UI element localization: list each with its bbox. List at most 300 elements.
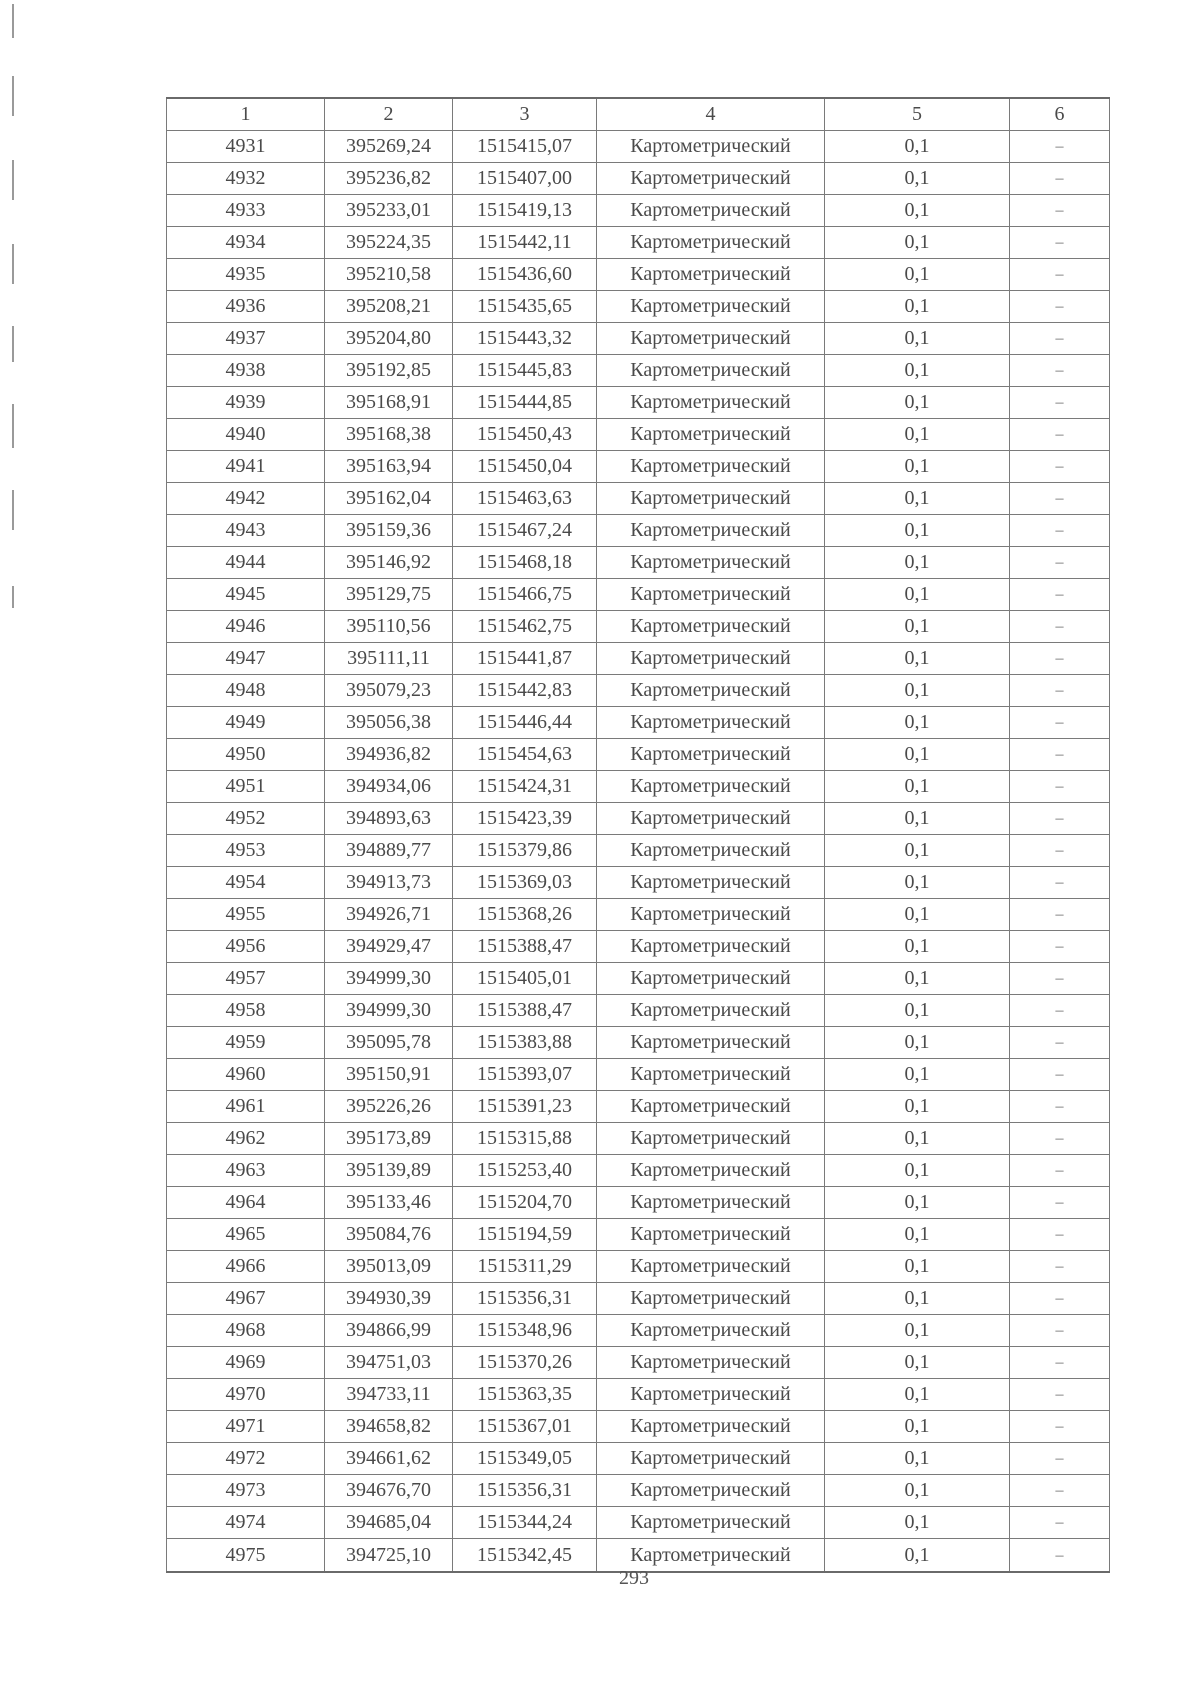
y-coordinate-cell: 1515388,47 <box>453 995 597 1027</box>
x-coordinate-cell: 395236,82 <box>325 163 453 195</box>
method-cell: Картометрический <box>597 1059 825 1091</box>
table-row <box>167 931 1110 963</box>
y-coordinate-cell: 1515446,44 <box>453 707 597 739</box>
y-coordinate-cell: 1515348,96 <box>453 1315 597 1347</box>
table-row <box>167 1059 1110 1091</box>
y-coordinate-cell: 1515454,63 <box>453 739 597 771</box>
y-coordinate-cell: 1515388,47 <box>453 931 597 963</box>
table-row <box>167 1155 1110 1187</box>
method-cell: Картометрический <box>597 1507 825 1539</box>
method-cell: Картометрический <box>597 835 825 867</box>
scan-mark <box>12 244 14 284</box>
y-coordinate-cell: 1515424,31 <box>453 771 597 803</box>
note-cell: – <box>1010 1507 1110 1539</box>
x-coordinate-cell: 394661,62 <box>325 1443 453 1475</box>
table-body <box>167 131 1110 1573</box>
table-row <box>167 899 1110 931</box>
note-cell: – <box>1010 771 1110 803</box>
table-row <box>167 675 1110 707</box>
x-coordinate-cell: 395226,26 <box>325 1091 453 1123</box>
table-row <box>167 1347 1110 1379</box>
header-row <box>167 98 1110 131</box>
x-coordinate-cell: 394999,30 <box>325 963 453 995</box>
note-cell: – <box>1010 355 1110 387</box>
column-header: 1 <box>167 98 325 131</box>
method-cell: Картометрический <box>597 1475 825 1507</box>
accuracy-cell: 0,1 <box>825 1315 1010 1347</box>
x-coordinate-cell: 395139,89 <box>325 1155 453 1187</box>
point-number-cell: 4973 <box>167 1475 325 1507</box>
note-cell: – <box>1010 131 1110 163</box>
x-coordinate-cell: 394866,99 <box>325 1315 453 1347</box>
y-coordinate-cell: 1515311,29 <box>453 1251 597 1283</box>
accuracy-cell: 0,1 <box>825 675 1010 707</box>
method-cell: Картометрический <box>597 227 825 259</box>
accuracy-cell: 0,1 <box>825 163 1010 195</box>
point-number-cell: 4949 <box>167 707 325 739</box>
accuracy-cell: 0,1 <box>825 323 1010 355</box>
table-row <box>167 227 1110 259</box>
y-coordinate-cell: 1515379,86 <box>453 835 597 867</box>
accuracy-cell: 0,1 <box>825 1539 1010 1573</box>
table-row <box>167 643 1110 675</box>
accuracy-cell: 0,1 <box>825 643 1010 675</box>
y-coordinate-cell: 1515356,31 <box>453 1283 597 1315</box>
note-cell: – <box>1010 547 1110 579</box>
point-number-cell: 4967 <box>167 1283 325 1315</box>
table-row <box>167 1379 1110 1411</box>
table-row <box>167 1315 1110 1347</box>
x-coordinate-cell: 395129,75 <box>325 579 453 611</box>
note-cell: – <box>1010 931 1110 963</box>
accuracy-cell: 0,1 <box>825 227 1010 259</box>
point-number-cell: 4940 <box>167 419 325 451</box>
table-row <box>167 1091 1110 1123</box>
point-number-cell: 4954 <box>167 867 325 899</box>
y-coordinate-cell: 1515367,01 <box>453 1411 597 1443</box>
y-coordinate-cell: 1515462,75 <box>453 611 597 643</box>
accuracy-cell: 0,1 <box>825 131 1010 163</box>
method-cell: Картометрический <box>597 419 825 451</box>
y-coordinate-cell: 1515442,83 <box>453 675 597 707</box>
accuracy-cell: 0,1 <box>825 1091 1010 1123</box>
point-number-cell: 4965 <box>167 1219 325 1251</box>
point-number-cell: 4962 <box>167 1123 325 1155</box>
method-cell: Картометрический <box>597 995 825 1027</box>
x-coordinate-cell: 395146,92 <box>325 547 453 579</box>
point-number-cell: 4945 <box>167 579 325 611</box>
method-cell: Картометрический <box>597 1251 825 1283</box>
y-coordinate-cell: 1515435,65 <box>453 291 597 323</box>
y-coordinate-cell: 1515370,26 <box>453 1347 597 1379</box>
point-number-cell: 4948 <box>167 675 325 707</box>
y-coordinate-cell: 1515383,88 <box>453 1027 597 1059</box>
point-number-cell: 4971 <box>167 1411 325 1443</box>
x-coordinate-cell: 394936,82 <box>325 739 453 771</box>
x-coordinate-cell: 395084,76 <box>325 1219 453 1251</box>
x-coordinate-cell: 395168,91 <box>325 387 453 419</box>
point-number-cell: 4932 <box>167 163 325 195</box>
method-cell: Картометрический <box>597 1123 825 1155</box>
note-cell: – <box>1010 1155 1110 1187</box>
note-cell: – <box>1010 1027 1110 1059</box>
point-number-cell: 4958 <box>167 995 325 1027</box>
y-coordinate-cell: 1515444,85 <box>453 387 597 419</box>
point-number-cell: 4931 <box>167 131 325 163</box>
accuracy-cell: 0,1 <box>825 707 1010 739</box>
table-row <box>167 739 1110 771</box>
note-cell: – <box>1010 1379 1110 1411</box>
point-number-cell: 4937 <box>167 323 325 355</box>
x-coordinate-cell: 394751,03 <box>325 1347 453 1379</box>
x-coordinate-cell: 394926,71 <box>325 899 453 931</box>
table-row <box>167 1219 1110 1251</box>
accuracy-cell: 0,1 <box>825 291 1010 323</box>
x-coordinate-cell: 395204,80 <box>325 323 453 355</box>
table-row <box>167 323 1110 355</box>
method-cell: Картометрический <box>597 1091 825 1123</box>
note-cell: – <box>1010 163 1110 195</box>
x-coordinate-cell: 395095,78 <box>325 1027 453 1059</box>
x-coordinate-cell: 395056,38 <box>325 707 453 739</box>
x-coordinate-cell: 395079,23 <box>325 675 453 707</box>
accuracy-cell: 0,1 <box>825 1123 1010 1155</box>
point-number-cell: 4955 <box>167 899 325 931</box>
y-coordinate-cell: 1515194,59 <box>453 1219 597 1251</box>
method-cell: Картометрический <box>597 1187 825 1219</box>
accuracy-cell: 0,1 <box>825 259 1010 291</box>
x-coordinate-cell: 394913,73 <box>325 867 453 899</box>
note-cell: – <box>1010 419 1110 451</box>
accuracy-cell: 0,1 <box>825 483 1010 515</box>
column-header: 6 <box>1010 98 1110 131</box>
scan-mark <box>12 76 14 116</box>
accuracy-cell: 0,1 <box>825 963 1010 995</box>
method-cell: Картометрический <box>597 675 825 707</box>
note-cell: – <box>1010 1283 1110 1315</box>
y-coordinate-cell: 1515450,04 <box>453 451 597 483</box>
note-cell: – <box>1010 1059 1110 1091</box>
note-cell: – <box>1010 707 1110 739</box>
accuracy-cell: 0,1 <box>825 1347 1010 1379</box>
table-row <box>167 483 1110 515</box>
accuracy-cell: 0,1 <box>825 739 1010 771</box>
x-coordinate-cell: 394733,11 <box>325 1379 453 1411</box>
x-coordinate-cell: 394934,06 <box>325 771 453 803</box>
note-cell: – <box>1010 1315 1110 1347</box>
x-coordinate-cell: 394893,63 <box>325 803 453 835</box>
method-cell: Картометрический <box>597 963 825 995</box>
accuracy-cell: 0,1 <box>825 1283 1010 1315</box>
table-row <box>167 259 1110 291</box>
x-coordinate-cell: 395013,09 <box>325 1251 453 1283</box>
scan-mark <box>12 326 14 362</box>
y-coordinate-cell: 1515441,87 <box>453 643 597 675</box>
accuracy-cell: 0,1 <box>825 835 1010 867</box>
method-cell: Картометрический <box>597 931 825 963</box>
note-cell: – <box>1010 675 1110 707</box>
note-cell: – <box>1010 387 1110 419</box>
accuracy-cell: 0,1 <box>825 1475 1010 1507</box>
note-cell: – <box>1010 291 1110 323</box>
x-coordinate-cell: 394929,47 <box>325 931 453 963</box>
point-number-cell: 4972 <box>167 1443 325 1475</box>
point-number-cell: 4959 <box>167 1027 325 1059</box>
point-number-cell: 4946 <box>167 611 325 643</box>
y-coordinate-cell: 1515368,26 <box>453 899 597 931</box>
accuracy-cell: 0,1 <box>825 1027 1010 1059</box>
x-coordinate-cell: 395150,91 <box>325 1059 453 1091</box>
accuracy-cell: 0,1 <box>825 451 1010 483</box>
column-header: 4 <box>597 98 825 131</box>
y-coordinate-cell: 1515349,05 <box>453 1443 597 1475</box>
y-coordinate-cell: 1515342,45 <box>453 1539 597 1573</box>
note-cell: – <box>1010 867 1110 899</box>
y-coordinate-cell: 1515344,24 <box>453 1507 597 1539</box>
note-cell: – <box>1010 483 1110 515</box>
x-coordinate-cell: 395173,89 <box>325 1123 453 1155</box>
accuracy-cell: 0,1 <box>825 1443 1010 1475</box>
method-cell: Картометрический <box>597 1539 825 1573</box>
method-cell: Картометрический <box>597 1443 825 1475</box>
method-cell: Картометрический <box>597 483 825 515</box>
accuracy-cell: 0,1 <box>825 867 1010 899</box>
table-row <box>167 1443 1110 1475</box>
note-cell: – <box>1010 899 1110 931</box>
y-coordinate-cell: 1515315,88 <box>453 1123 597 1155</box>
point-number-cell: 4951 <box>167 771 325 803</box>
column-header: 2 <box>325 98 453 131</box>
note-cell: – <box>1010 227 1110 259</box>
point-number-cell: 4942 <box>167 483 325 515</box>
method-cell: Картометрический <box>597 1155 825 1187</box>
y-coordinate-cell: 1515407,00 <box>453 163 597 195</box>
note-cell: – <box>1010 1475 1110 1507</box>
y-coordinate-cell: 1515423,39 <box>453 803 597 835</box>
table-row <box>167 195 1110 227</box>
note-cell: – <box>1010 1091 1110 1123</box>
method-cell: Картометрический <box>597 355 825 387</box>
accuracy-cell: 0,1 <box>825 1251 1010 1283</box>
x-coordinate-cell: 394676,70 <box>325 1475 453 1507</box>
method-cell: Картометрический <box>597 643 825 675</box>
table-row <box>167 1123 1110 1155</box>
x-coordinate-cell: 395163,94 <box>325 451 453 483</box>
method-cell: Картометрический <box>597 771 825 803</box>
point-number-cell: 4960 <box>167 1059 325 1091</box>
y-coordinate-cell: 1515391,23 <box>453 1091 597 1123</box>
method-cell: Картометрический <box>597 1347 825 1379</box>
method-cell: Картометрический <box>597 1283 825 1315</box>
point-number-cell: 4943 <box>167 515 325 547</box>
table-row <box>167 835 1110 867</box>
table-row <box>167 1507 1110 1539</box>
method-cell: Картометрический <box>597 1315 825 1347</box>
accuracy-cell: 0,1 <box>825 1155 1010 1187</box>
point-number-cell: 4975 <box>167 1539 325 1573</box>
x-coordinate-cell: 394999,30 <box>325 995 453 1027</box>
note-cell: – <box>1010 451 1110 483</box>
point-number-cell: 4956 <box>167 931 325 963</box>
point-number-cell: 4939 <box>167 387 325 419</box>
x-coordinate-cell: 395208,21 <box>325 291 453 323</box>
method-cell: Картометрический <box>597 451 825 483</box>
table-row <box>167 707 1110 739</box>
method-cell: Картометрический <box>597 195 825 227</box>
y-coordinate-cell: 1515450,43 <box>453 419 597 451</box>
x-coordinate-cell: 395111,11 <box>325 643 453 675</box>
note-cell: – <box>1010 579 1110 611</box>
accuracy-cell: 0,1 <box>825 899 1010 931</box>
scan-mark <box>12 160 14 200</box>
accuracy-cell: 0,1 <box>825 771 1010 803</box>
table-row <box>167 163 1110 195</box>
table-header <box>167 98 1110 131</box>
column-header: 5 <box>825 98 1010 131</box>
y-coordinate-cell: 1515445,83 <box>453 355 597 387</box>
point-number-cell: 4953 <box>167 835 325 867</box>
note-cell: – <box>1010 835 1110 867</box>
note-cell: – <box>1010 1187 1110 1219</box>
accuracy-cell: 0,1 <box>825 1379 1010 1411</box>
x-coordinate-cell: 395224,35 <box>325 227 453 259</box>
x-coordinate-cell: 394725,10 <box>325 1539 453 1573</box>
point-number-cell: 4936 <box>167 291 325 323</box>
note-cell: – <box>1010 739 1110 771</box>
table-row <box>167 995 1110 1027</box>
x-coordinate-cell: 395269,24 <box>325 131 453 163</box>
method-cell: Картометрический <box>597 163 825 195</box>
y-coordinate-cell: 1515253,40 <box>453 1155 597 1187</box>
method-cell: Картометрический <box>597 291 825 323</box>
y-coordinate-cell: 1515369,03 <box>453 867 597 899</box>
point-number-cell: 4968 <box>167 1315 325 1347</box>
x-coordinate-cell: 394658,82 <box>325 1411 453 1443</box>
method-cell: Картометрический <box>597 611 825 643</box>
x-coordinate-cell: 395159,36 <box>325 515 453 547</box>
table-row <box>167 867 1110 899</box>
table-row <box>167 547 1110 579</box>
point-number-cell: 4938 <box>167 355 325 387</box>
point-number-cell: 4964 <box>167 1187 325 1219</box>
point-number-cell: 4941 <box>167 451 325 483</box>
accuracy-cell: 0,1 <box>825 387 1010 419</box>
y-coordinate-cell: 1515436,60 <box>453 259 597 291</box>
note-cell: – <box>1010 1411 1110 1443</box>
method-cell: Картометрический <box>597 707 825 739</box>
note-cell: – <box>1010 643 1110 675</box>
point-number-cell: 4944 <box>167 547 325 579</box>
x-coordinate-cell: 394930,39 <box>325 1283 453 1315</box>
y-coordinate-cell: 1515363,35 <box>453 1379 597 1411</box>
table-row <box>167 1027 1110 1059</box>
accuracy-cell: 0,1 <box>825 1219 1010 1251</box>
table-row <box>167 291 1110 323</box>
table-row <box>167 963 1110 995</box>
accuracy-cell: 0,1 <box>825 1187 1010 1219</box>
method-cell: Картометрический <box>597 259 825 291</box>
column-header: 3 <box>453 98 597 131</box>
method-cell: Картометрический <box>597 1027 825 1059</box>
method-cell: Картометрический <box>597 323 825 355</box>
method-cell: Картометрический <box>597 803 825 835</box>
method-cell: Картометрический <box>597 899 825 931</box>
table-row <box>167 451 1110 483</box>
x-coordinate-cell: 394685,04 <box>325 1507 453 1539</box>
table-row <box>167 1283 1110 1315</box>
x-coordinate-cell: 395210,58 <box>325 259 453 291</box>
table-row <box>167 579 1110 611</box>
y-coordinate-cell: 1515463,63 <box>453 483 597 515</box>
point-number-cell: 4969 <box>167 1347 325 1379</box>
note-cell: – <box>1010 1123 1110 1155</box>
accuracy-cell: 0,1 <box>825 931 1010 963</box>
accuracy-cell: 0,1 <box>825 995 1010 1027</box>
method-cell: Картометрический <box>597 515 825 547</box>
table-row <box>167 1475 1110 1507</box>
accuracy-cell: 0,1 <box>825 547 1010 579</box>
accuracy-cell: 0,1 <box>825 1059 1010 1091</box>
x-coordinate-cell: 395233,01 <box>325 195 453 227</box>
scan-mark <box>12 490 14 530</box>
note-cell: – <box>1010 611 1110 643</box>
table-row <box>167 419 1110 451</box>
note-cell: – <box>1010 995 1110 1027</box>
coordinates-table-wrapper <box>166 97 1109 1573</box>
accuracy-cell: 0,1 <box>825 355 1010 387</box>
note-cell: – <box>1010 1219 1110 1251</box>
y-coordinate-cell: 1515356,31 <box>453 1475 597 1507</box>
x-coordinate-cell: 395110,56 <box>325 611 453 643</box>
accuracy-cell: 0,1 <box>825 1507 1010 1539</box>
note-cell: – <box>1010 1539 1110 1573</box>
y-coordinate-cell: 1515443,32 <box>453 323 597 355</box>
y-coordinate-cell: 1515468,18 <box>453 547 597 579</box>
table-row <box>167 387 1110 419</box>
note-cell: – <box>1010 259 1110 291</box>
method-cell: Картометрический <box>597 547 825 579</box>
table-row <box>167 611 1110 643</box>
accuracy-cell: 0,1 <box>825 515 1010 547</box>
y-coordinate-cell: 1515204,70 <box>453 1187 597 1219</box>
x-coordinate-cell: 395162,04 <box>325 483 453 515</box>
scan-mark <box>12 4 14 38</box>
accuracy-cell: 0,1 <box>825 419 1010 451</box>
note-cell: – <box>1010 1251 1110 1283</box>
point-number-cell: 4950 <box>167 739 325 771</box>
table-row <box>167 1251 1110 1283</box>
method-cell: Картометрический <box>597 131 825 163</box>
page-number: 293 <box>619 1567 649 1589</box>
method-cell: Картометрический <box>597 579 825 611</box>
method-cell: Картометрический <box>597 1379 825 1411</box>
method-cell: Картометрический <box>597 739 825 771</box>
table-row <box>167 355 1110 387</box>
table-row <box>167 1411 1110 1443</box>
accuracy-cell: 0,1 <box>825 803 1010 835</box>
coordinates-table <box>166 97 1110 1573</box>
method-cell: Картометрический <box>597 1411 825 1443</box>
point-number-cell: 4957 <box>167 963 325 995</box>
x-coordinate-cell: 395133,46 <box>325 1187 453 1219</box>
point-number-cell: 4947 <box>167 643 325 675</box>
table-row <box>167 771 1110 803</box>
x-coordinate-cell: 395168,38 <box>325 419 453 451</box>
scan-mark <box>12 404 14 448</box>
y-coordinate-cell: 1515405,01 <box>453 963 597 995</box>
point-number-cell: 4935 <box>167 259 325 291</box>
note-cell: – <box>1010 1443 1110 1475</box>
